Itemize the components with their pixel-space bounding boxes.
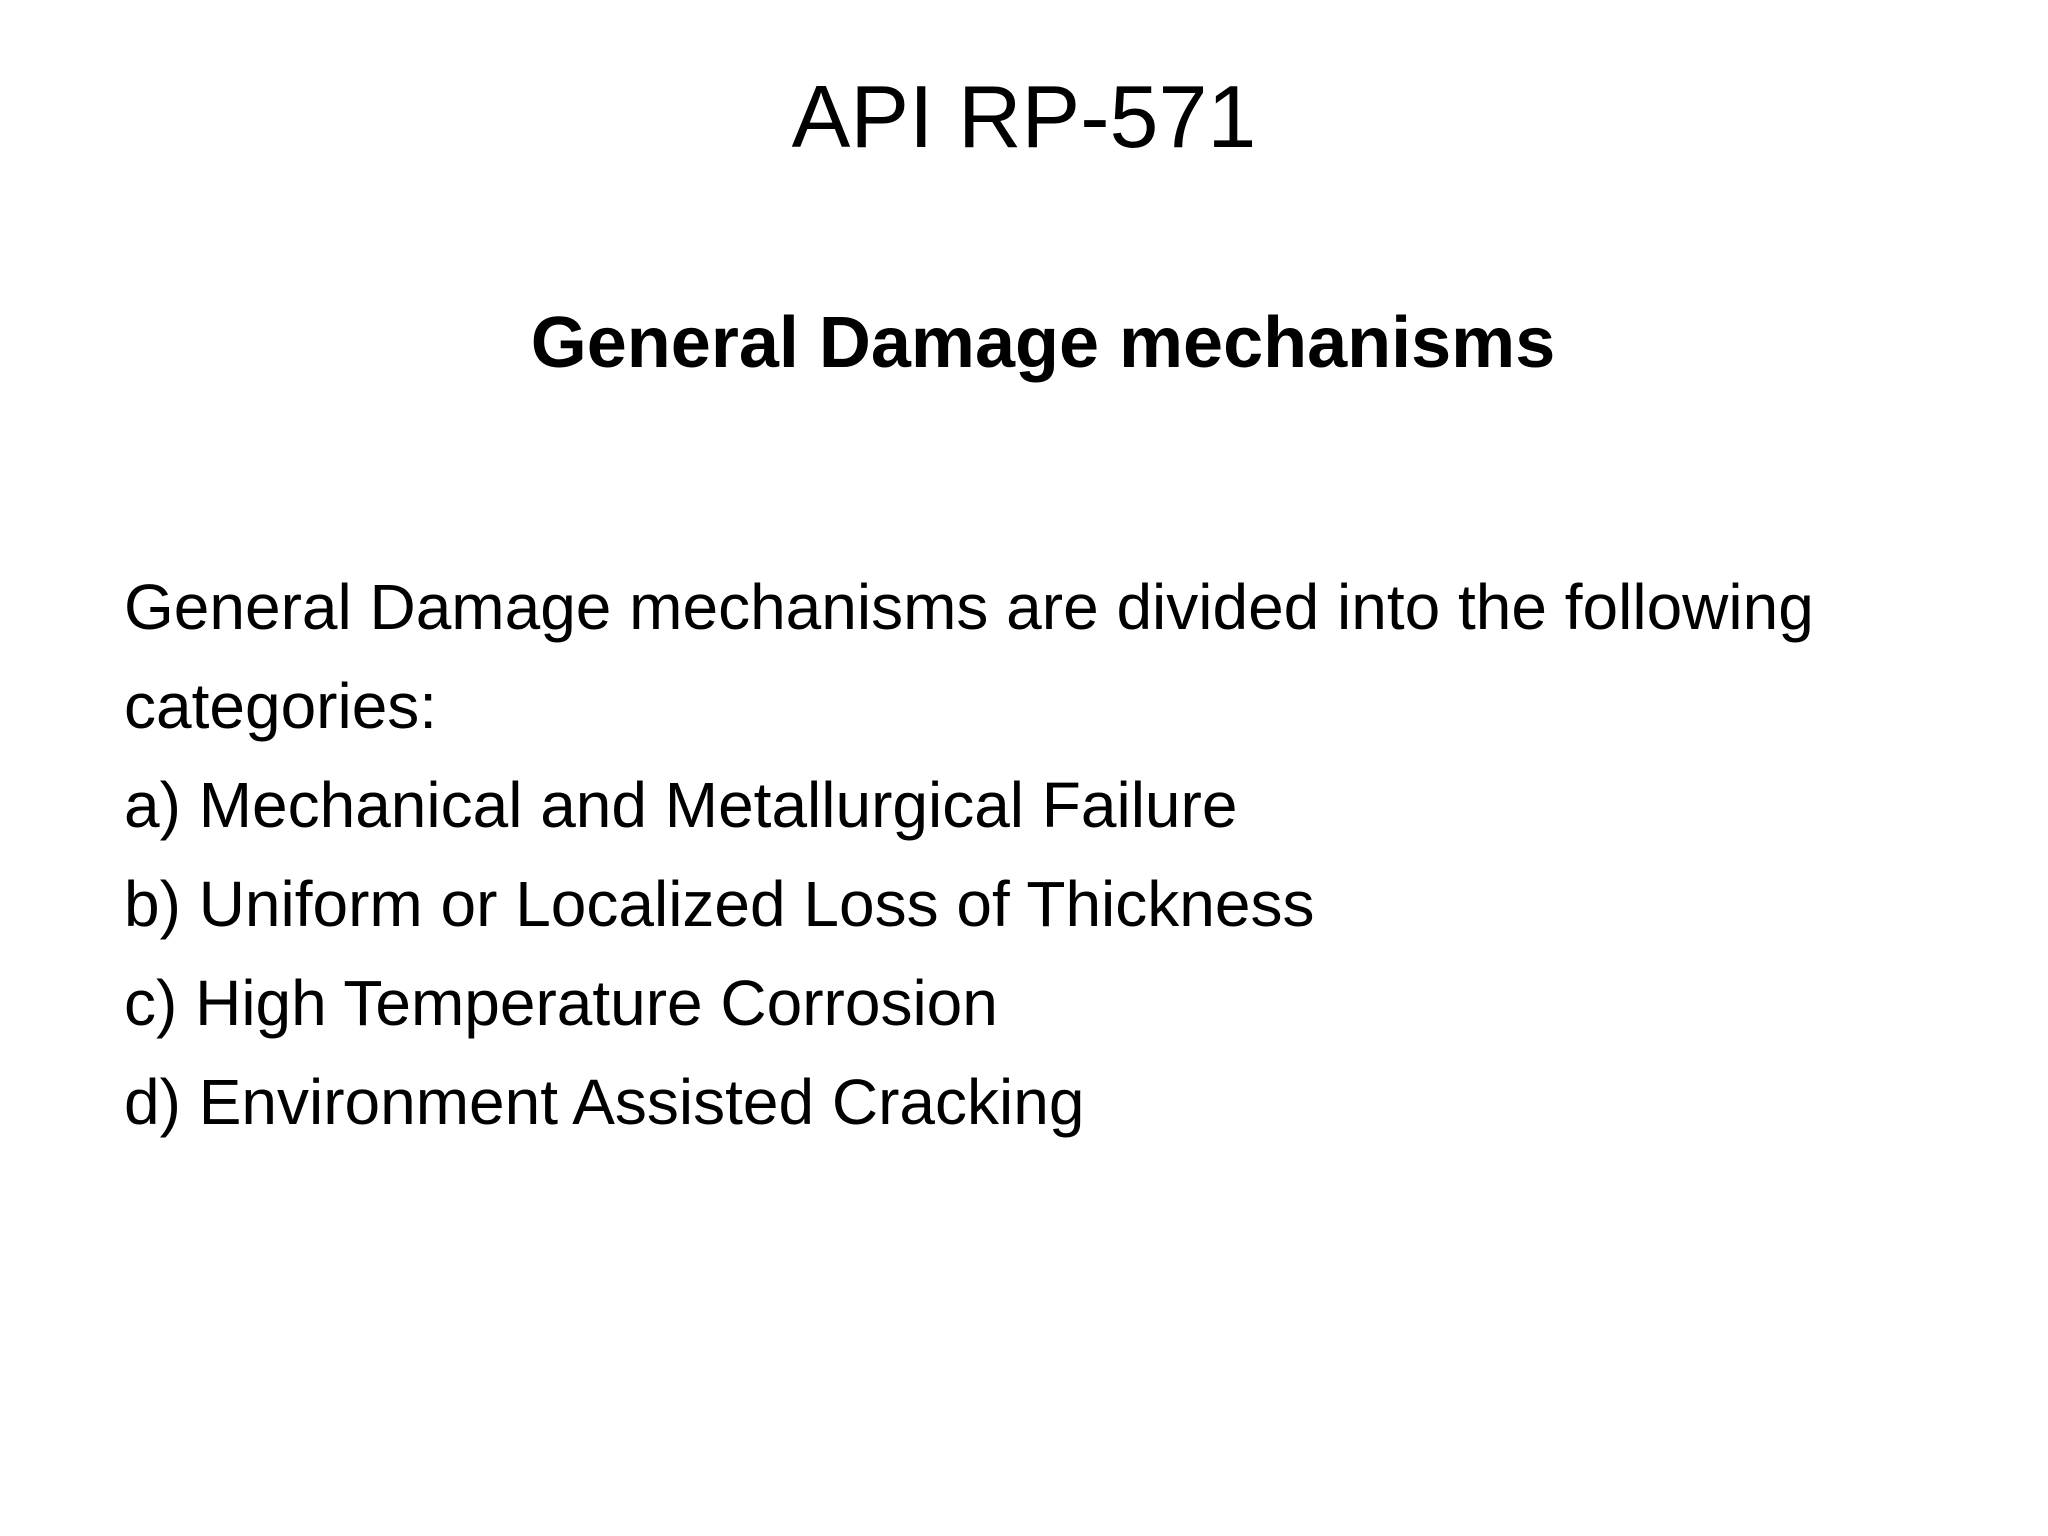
intro-text-line-1: General Damage mechanisms are divided into the following: [124, 571, 1814, 643]
category-item-d: d) Environment Assisted Cracking: [124, 1066, 1085, 1138]
category-item-a: a) Mechanical and Metallurgical Failure: [124, 769, 1238, 841]
category-item-c: c) High Temperature Corrosion: [124, 967, 998, 1039]
slide-title: API RP-571: [791, 67, 1257, 166]
intro-text-line-2: categories:: [124, 670, 438, 742]
category-item-b: b) Uniform or Localized Loss of Thickness: [124, 868, 1315, 940]
slide-body: [124, 558, 1974, 1152]
slide-subtitle: General Damage mechanisms: [530, 303, 1556, 383]
